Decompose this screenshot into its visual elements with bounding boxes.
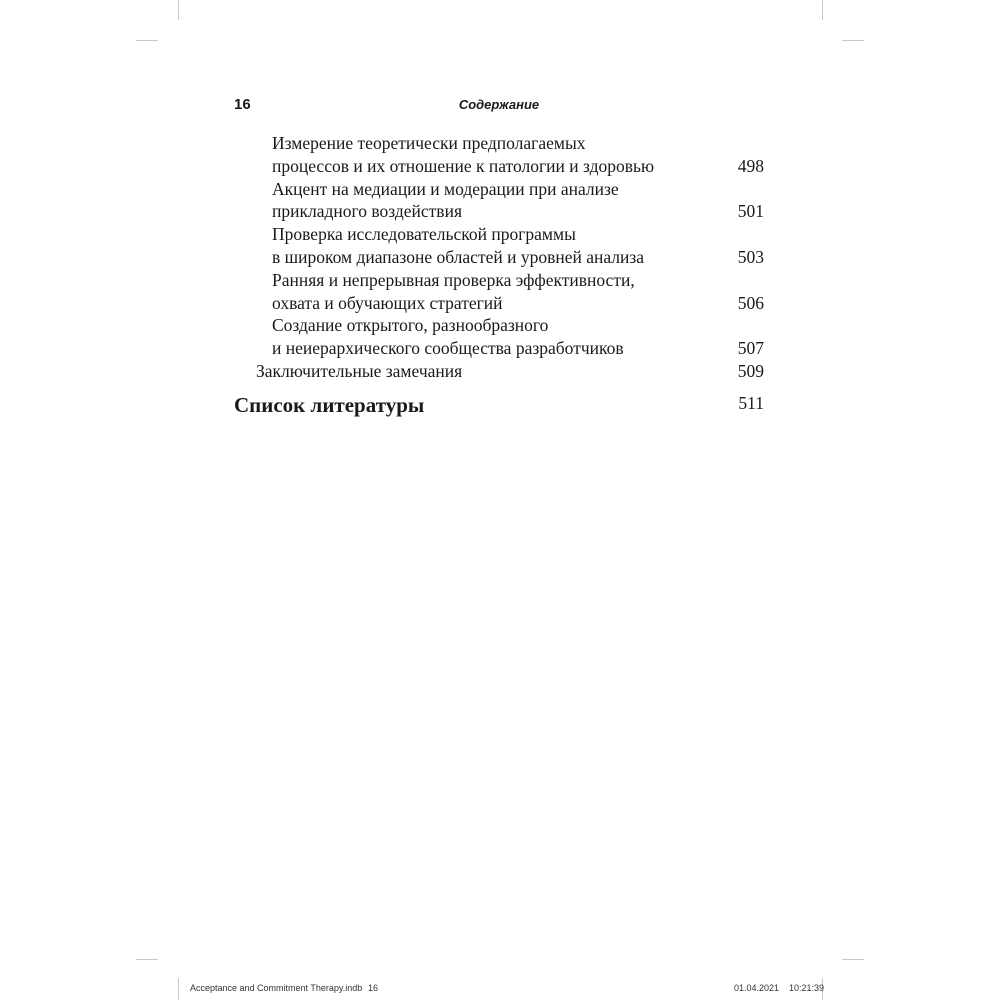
running-head	[234, 96, 764, 116]
toc-entry-closing-remarks	[234, 360, 764, 383]
toc-chapter-title: Список литературы	[234, 392, 425, 417]
toc-entry	[234, 132, 764, 178]
toc-entry	[234, 314, 764, 360]
toc-page-number: 507	[737, 338, 764, 359]
table-of-contents	[234, 132, 764, 418]
toc-entry-line: Заключительные замечания	[256, 360, 463, 381]
toc-entry-line: Создание открытого, разнообразного	[272, 315, 549, 336]
toc-page-number: 503	[737, 246, 764, 267]
toc-entry-line: прикладного воздействия	[272, 201, 462, 222]
toc-page-number: 501	[737, 201, 764, 222]
toc-entry-line: охвата и обучающих стратегий	[272, 292, 503, 313]
slug-time: 10:21:39	[789, 983, 825, 993]
section-title: Содержание	[458, 97, 540, 112]
page-number: 16	[234, 96, 251, 113]
printer-slug	[0, 983, 1000, 997]
toc-entry-references	[234, 392, 764, 418]
crop-mark	[842, 40, 864, 41]
toc-entry	[234, 178, 764, 224]
slug-page-number: 16	[368, 983, 379, 993]
toc-entry-line: и неиерархического сообщества разработчиков	[272, 338, 624, 359]
toc-entry-line: Ранняя и непрерывная проверка эффективности,	[272, 269, 635, 290]
slug-date: 01.04.2021	[734, 983, 780, 993]
toc-page-number: 506	[737, 292, 764, 313]
toc-entry	[234, 223, 764, 269]
slug-filename: Acceptance and Commitment Therapy.indb	[190, 983, 363, 993]
toc-page-number: 511	[738, 392, 764, 413]
toc-page-number: 509	[737, 360, 764, 381]
crop-mark	[842, 959, 864, 960]
toc-entry-line: в широком диапазоне областей и уровней анализа	[272, 246, 645, 267]
toc-page-number: 498	[737, 155, 764, 176]
toc-entry-line: Проверка исследовательской программы	[272, 224, 576, 245]
crop-mark	[178, 0, 179, 20]
toc-entry-line: процессов и их отношение к патологии и здоровью	[272, 155, 655, 176]
crop-mark	[136, 959, 158, 960]
toc-entry-line: Акцент на медиации и модерации при анализе	[272, 178, 619, 199]
crop-mark	[136, 40, 158, 41]
toc-entry-line: Измерение теоретически предполагаемых	[272, 133, 586, 153]
toc-entry	[234, 269, 764, 315]
crop-mark	[822, 0, 823, 20]
